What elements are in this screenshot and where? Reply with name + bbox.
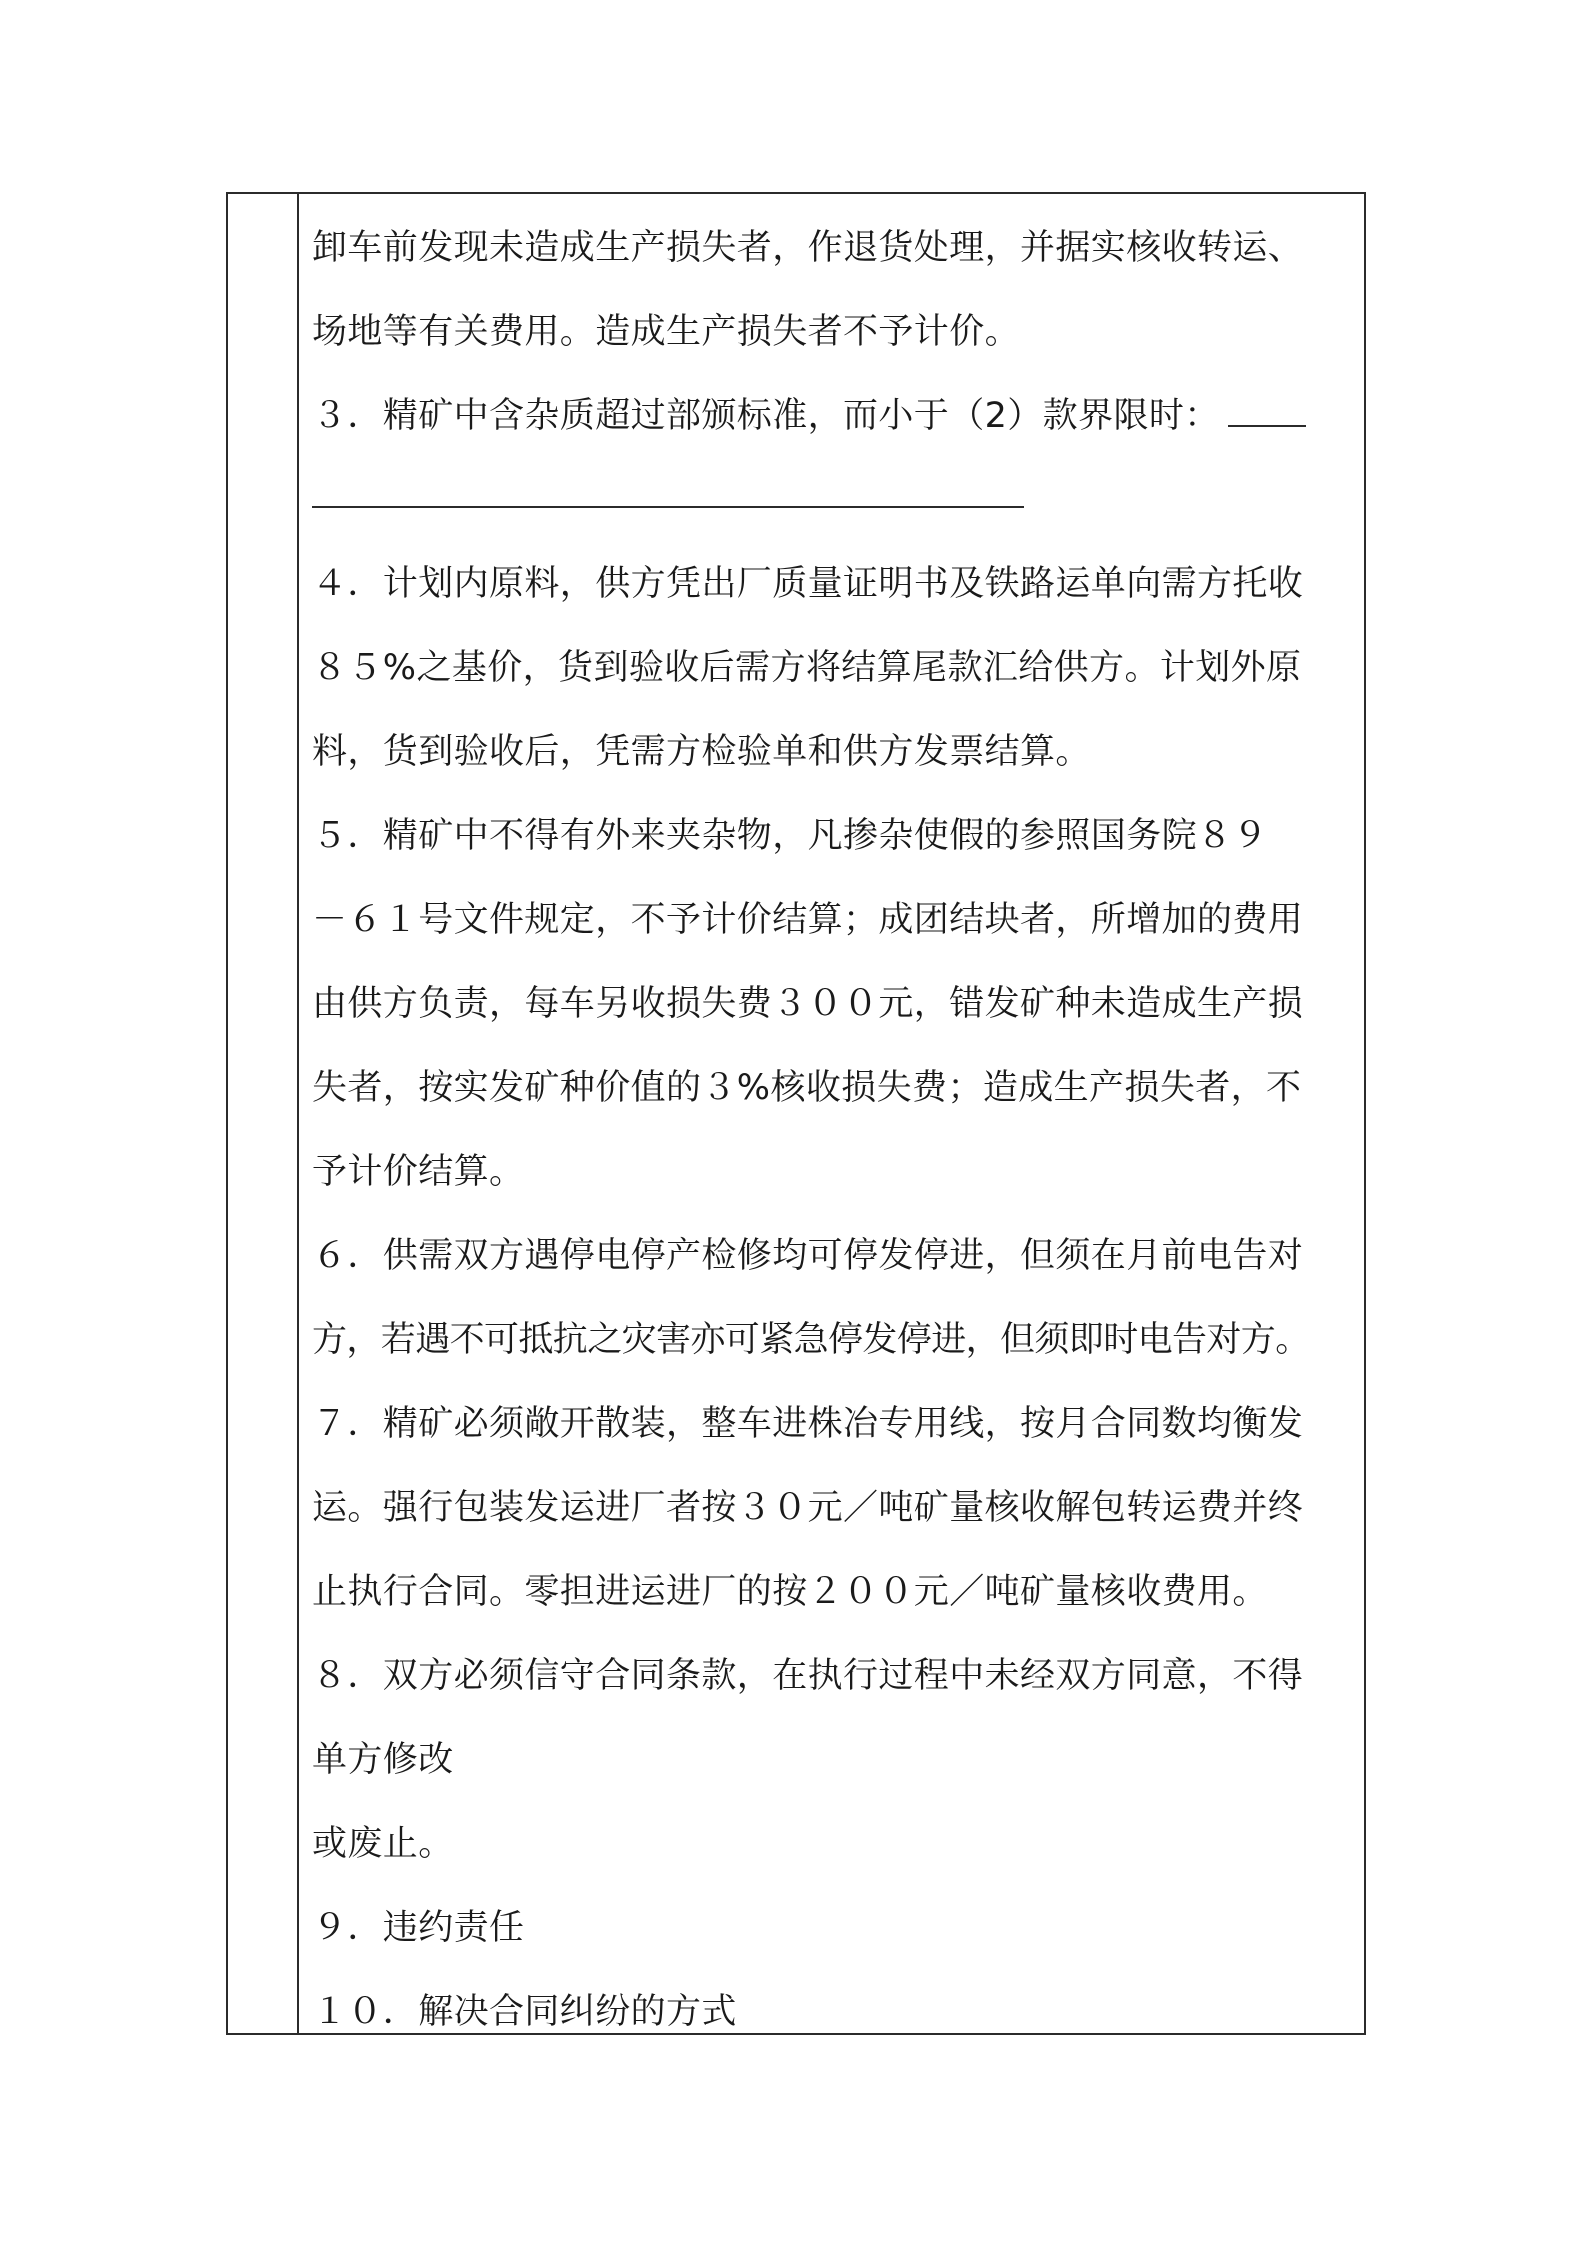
table-content-cell bbox=[299, 194, 1364, 2033]
clause-5-line-5: 予计价结算。 bbox=[312, 1152, 525, 1192]
clause-5-line-1: ５．精矿中不得有外来夹杂物，凡掺杂使假的参照国务院８９ bbox=[312, 816, 1268, 856]
clause-5-line-3: 由供方负责，每车另收损失费３００元，错发矿种未造成生产损 bbox=[312, 984, 1304, 1024]
clause-2-line-2: 场地等有关费用。造成生产损失者不予计价。 bbox=[312, 312, 1021, 352]
contract-table bbox=[226, 192, 1366, 2035]
clause-8-line-2: 单方修改 bbox=[312, 1740, 454, 1780]
clause-4-line-3: 料，货到验收后，凭需方检验单和供方发票结算。 bbox=[312, 732, 1091, 772]
fill-in-blank-line bbox=[312, 458, 1348, 542]
clause-6-line-2: 方，若遇不可抵抗之灾害亦可紧急停发停进，但须即时电告对方。 bbox=[312, 1320, 1310, 1360]
clause-5-line-2: －６１号文件规定，不予计价结算；成团结块者，所增加的费用 bbox=[312, 900, 1304, 940]
clause-7-line-1: ７．精矿必须敞开散装，整车进株冶专用线，按月合同数均衡发 bbox=[312, 1404, 1304, 1444]
clause-6-line-1: ６．供需双方遇停电停产检修均可停发停进，但须在月前电告对 bbox=[312, 1236, 1304, 1276]
clause-3-line-1 bbox=[312, 374, 1348, 458]
clause-4-line-2: ８５%之基价，货到验收后需方将结算尾款汇给供方。计划外原 bbox=[312, 648, 1302, 688]
clause-3-text: ３．精矿中含杂质超过部颁标准，而小于（2）款界限时： bbox=[312, 396, 1220, 436]
table-left-cell bbox=[228, 194, 299, 2033]
clause-2-line-1: 卸车前发现未造成生产损失者，作退货处理，并据实核收转运、 bbox=[312, 228, 1304, 268]
clause-9-line-1: ９．违约责任 bbox=[312, 1908, 525, 1948]
clause-4-line-1: ４．计划内原料，供方凭出厂质量证明书及铁路运单向需方托收 bbox=[312, 564, 1304, 604]
clause-7-line-3: 止执行合同。零担进运进厂的按２００元／吨矿量核收费用。 bbox=[312, 1572, 1268, 1612]
clause-5-line-4: 失者，按实发矿种价值的３%核收损失费；造成生产损失者，不 bbox=[312, 1068, 1302, 1108]
fill-in-blank bbox=[1228, 424, 1306, 427]
clause-8-line-1: ８．双方必须信守合同条款，在执行过程中未经双方同意，不得 bbox=[312, 1656, 1304, 1696]
clause-7-line-2: 运。强行包装发运进厂者按３０元／吨矿量核收解包转运费并终 bbox=[312, 1488, 1304, 1528]
blank-underline bbox=[312, 506, 1024, 508]
clause-8-line-3: 或废止。 bbox=[312, 1824, 454, 1864]
clause-10-line-1: １０．解决合同纠纷的方式 bbox=[312, 1992, 737, 2032]
